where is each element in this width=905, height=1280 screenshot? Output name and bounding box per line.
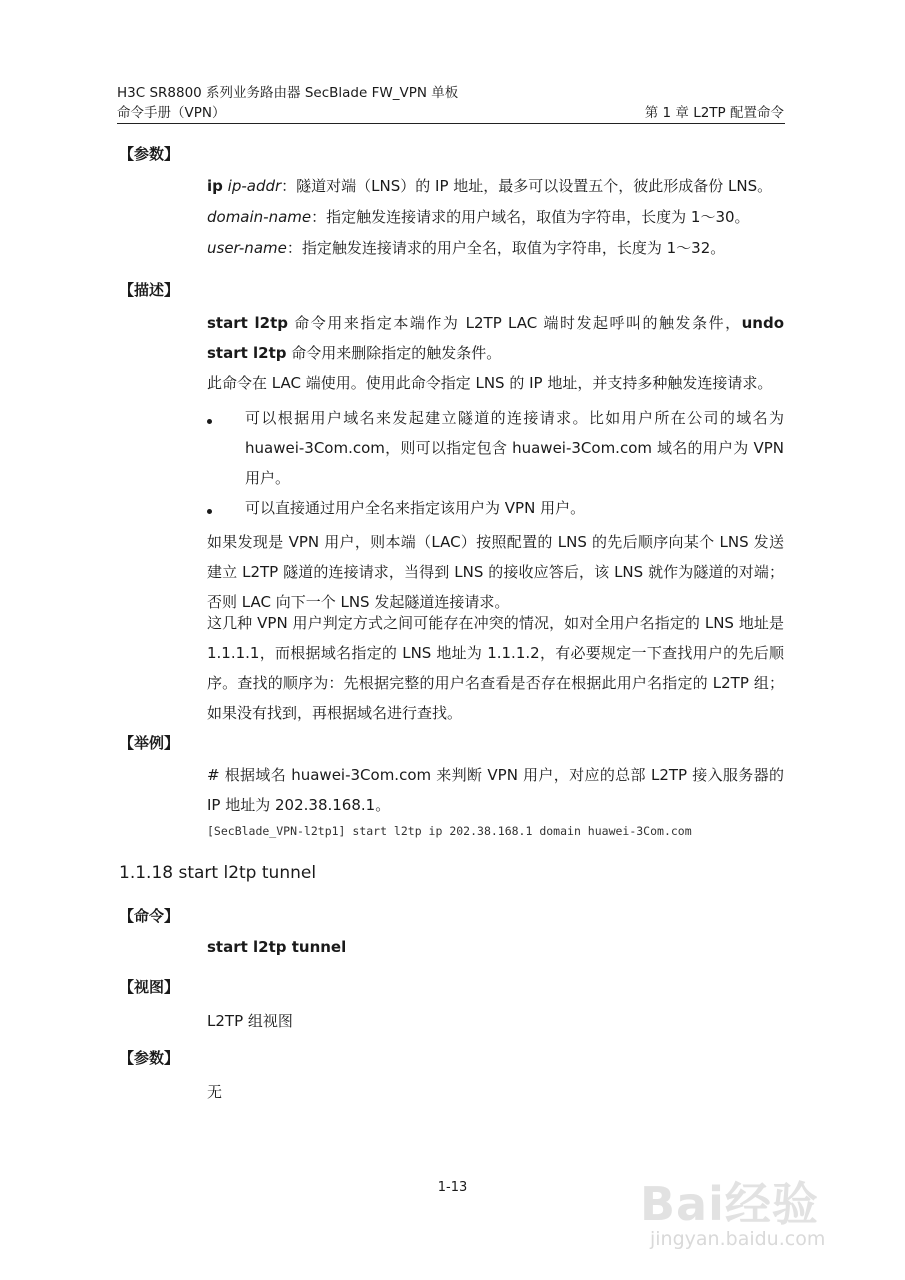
description-paragraph-3: 如果发现是 VPN 用户，则本端（LAC）按照配置的 LNS 的先后顺序向某个 LNS 发送建立 L2TP 隧道的连接请求，当得到 LNS 的接收应答后，该 LNS 就作为隧道的对端；否则 LAC 向下一个 LNS 发起隧道连接请求。 — [207, 533, 784, 611]
watermark-url: jingyan.baidu.com — [650, 1228, 826, 1250]
param-domain-name-desc: ：指定触发连接请求的用户域名，取值为字符串，长度为 1～30。 — [311, 208, 750, 226]
param-ip-arg: ip-addr — [222, 177, 282, 195]
example-code: [SecBlade_VPN-l2tp1] start l2tp ip 202.38.168.1 domain huawei-3Com.com — [207, 824, 692, 838]
watermark-logo: Bai经验 — [640, 1177, 819, 1231]
header-chapter: 第 1 章 L2TP 配置命令 — [644, 105, 784, 121]
subsection-heading: 1.1.18 start l2tp tunnel — [119, 863, 317, 883]
view-text: L2TP 组视图 — [207, 1012, 293, 1030]
bullet-item-1: 可以根据用户域名来发起建立隧道的连接请求。比如用户所在公司的域名为 huawei-3Com.com，则可以指定包含 huawei-3Com.com 域名的用户为 VPN 用户。 — [245, 409, 784, 487]
param-domain-name-key: domain-name — [207, 208, 312, 226]
command-syntax: start l2tp tunnel — [207, 938, 347, 956]
header-title: H3C SR8800 系列业务路由器 SecBlade FW_VPN 单板 — [117, 85, 459, 101]
param-ip-keyword: ip — [207, 177, 223, 195]
section-title-command: 【命令】 — [119, 907, 180, 925]
section-title-description: 【描述】 — [119, 281, 180, 299]
header-rule — [117, 123, 785, 124]
description-paragraph-4: 这几种 VPN 用户判定方式之间可能存在冲突的情况，如对全用户名指定的 LNS 地址是 1.1.1.1，而根据域名指定的 LNS 地址为 1.1.1.2，有必要规定一下查找用户的先后顺序。查找的顺序为：先根据完整的用户名查看是否存在根据此用户名指定的 L2TP 组；如果没有找到，再根据域名进行查找。 — [207, 614, 784, 722]
description-paragraph-2: 此命令在 LAC 端使用。使用此命令指定 LNS 的 IP 地址，并支持多种触发连接请求。 — [207, 374, 773, 392]
param-ip — [207, 171, 772, 201]
desc-command-start: start l2tp — [207, 314, 289, 332]
param-user-name — [207, 233, 725, 263]
description-paragraph-1 — [207, 308, 784, 368]
bullet-item-2: 可以直接通过用户全名来指定该用户为 VPN 用户。 — [245, 499, 586, 517]
section-title-params-2: 【参数】 — [119, 1049, 180, 1067]
header-manual-name: 命令手册（VPN） — [117, 105, 226, 121]
params-none-text: 无 — [207, 1083, 223, 1101]
desc-command-undo: undo start l2tp — [207, 314, 785, 362]
param-domain-name — [207, 202, 750, 232]
bullet-dot-2 — [207, 509, 212, 514]
param-user-name-key: user-name — [207, 239, 287, 257]
desc-text-2: 命令用来删除指定的触发条件。 — [286, 344, 502, 362]
section-title-example: 【举例】 — [119, 734, 180, 752]
param-user-name-desc: ：指定触发连接请求的用户全名，取值为字符串，长度为 1～32。 — [286, 239, 726, 257]
example-text: # 根据域名 huawei-3Com.com 来判断 VPN 用户，对应的总部 L2TP 接入服务器的 IP 地址为 202.38.168.1。 — [207, 766, 784, 814]
section-title-params: 【参数】 — [119, 145, 180, 163]
desc-text-1: 命令用来指定本端作为 L2TP LAC 端时发起呼叫的触发条件， — [288, 314, 742, 332]
section-title-view: 【视图】 — [119, 978, 180, 996]
bullet-dot-1 — [207, 419, 212, 424]
page-number: 1-13 — [437, 1180, 468, 1195]
param-ip-desc: ：隧道对端（LNS）的 IP 地址，最多可以设置五个，彼此形成备份 LNS。 — [281, 177, 773, 195]
